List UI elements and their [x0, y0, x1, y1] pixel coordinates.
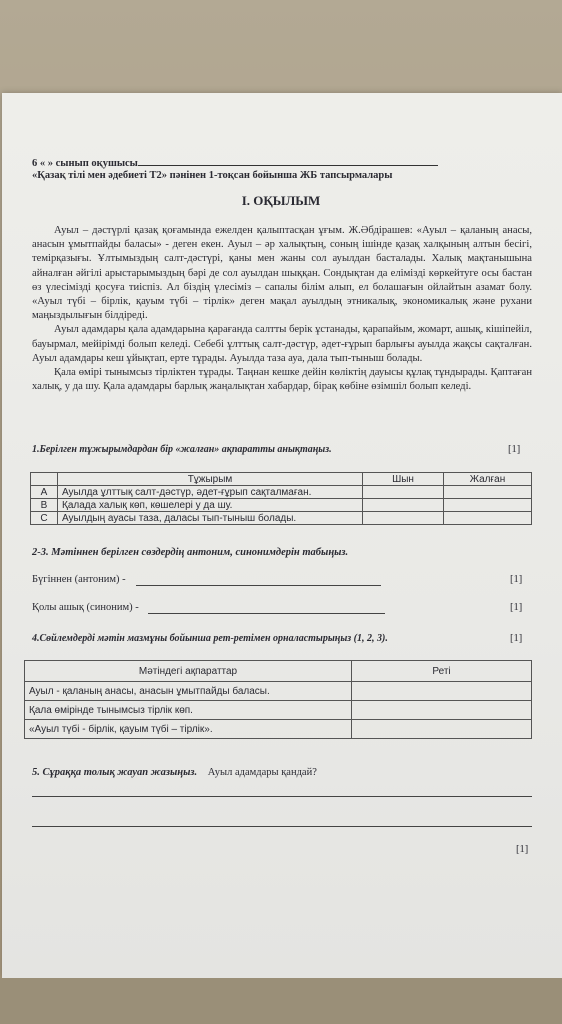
reading-text — [32, 224, 532, 394]
row-statement: Ауылда ұлттық салт-дәстүр, әдет-ғұрып сақталмаған. — [58, 486, 363, 499]
subtitle: «Қазақ тілі мен әдебиеті Т2» пәнінен 1-тоқсан бойынша ЖБ тапсырмалары — [32, 170, 393, 181]
class-line — [32, 156, 438, 169]
antonym-label: Бүгіннен (антоним) - — [32, 574, 126, 585]
task5-title: 5. Сұраққа толық жауап жазыңыз. — [32, 767, 198, 778]
table-header-cell: Тұжырым — [58, 473, 363, 486]
synonym-label: Қолы ашық (синоним) - — [32, 602, 139, 613]
antonym-answer-line[interactable] — [136, 585, 381, 586]
section-title: I. ОҚЫЛЫМ — [241, 193, 321, 208]
synonym-mark: [1] — [510, 602, 523, 613]
answer-line[interactable] — [32, 826, 532, 827]
row-info: Ауыл - қаланың анасы, анасын ұмытпайды баласы. — [25, 682, 352, 701]
task2-title: 2-3. Мәтіннен берілген сөздердің антоним, синонимдерін табыңыз. — [32, 547, 349, 558]
table-header-row — [25, 661, 532, 682]
task4-title: 4.Сөйлемдерді мәтін мазмұны бойынша рет-ретімен орналастырыңыз (1, 2, 3). — [32, 633, 388, 644]
false-answer-cell[interactable] — [444, 486, 532, 499]
table-row — [31, 486, 532, 499]
table-row — [25, 720, 532, 739]
order-answer-cell[interactable] — [352, 682, 532, 701]
row-statement: Қалада халық көп, көшелері у да шу. — [58, 499, 363, 512]
order-answer-cell[interactable] — [352, 720, 532, 739]
table-header-cell — [31, 473, 58, 486]
task1-table — [30, 472, 532, 525]
true-answer-cell[interactable] — [363, 486, 444, 499]
name-underline — [138, 156, 438, 166]
table-header-cell: Мәтіндегі ақпараттар — [25, 661, 352, 682]
row-letter: A — [31, 486, 58, 499]
table-row — [25, 701, 532, 720]
synonym-answer-line[interactable] — [148, 613, 385, 614]
paragraph: Қала өмірі тынымсыз тірліктен тұрады. Таңнан кешке дейін көліктің дауысы құлақ тұндырады. Қаптаған халық, у да шу. Қала адамдары барлық жаңалықтан хабардар, бірақ көбіне өзімшіл болып келеді. — [32, 367, 532, 393]
task4-table — [24, 660, 532, 739]
true-answer-cell[interactable] — [363, 512, 444, 525]
row-letter: C — [31, 512, 58, 525]
task1-title: 1.Берілген тұжырымдардан бір «жалған» ақпаратты анықтаңыз. — [32, 444, 332, 455]
table-header-row — [31, 473, 532, 486]
task1-mark: [1] — [508, 444, 521, 455]
row-letter: B — [31, 499, 58, 512]
task5 — [32, 767, 317, 778]
order-answer-cell[interactable] — [352, 701, 532, 720]
task5-question: Ауыл адамдары қандай? — [207, 767, 317, 778]
row-info: «Ауыл түбі - бірлік, қауым түбі – тірлік». — [25, 720, 352, 739]
false-answer-cell[interactable] — [444, 499, 532, 512]
table-row — [31, 512, 532, 525]
task5-mark: [1] — [516, 844, 529, 855]
true-answer-cell[interactable] — [363, 499, 444, 512]
paragraph: Ауыл адамдары қала адамдарына қарағанда салтты берік ұстанады, қарапайым, жомарт, ашық, кішіпейіл, бауырмал, мейірімді болып келеді. Себебі ұлттық салт-дәстүр, әдет-ғұрып барлығы ауылда жақсы сақталған. Ауыл адамдары кеш ұйықтап, ерте тұрады. Ауылда таза ауа, дала тып-тыныш болады. — [32, 324, 532, 364]
class-line-label: 6 « » сынып оқушысы — [32, 158, 138, 169]
task4-mark: [1] — [510, 633, 523, 644]
table-row — [31, 499, 532, 512]
false-answer-cell[interactable] — [444, 512, 532, 525]
table-header-cell: Реті — [352, 661, 532, 682]
table-header-cell: Шын — [363, 473, 444, 486]
table-header-cell: Жалған — [444, 473, 532, 486]
antonym-mark: [1] — [510, 574, 523, 585]
answer-line[interactable] — [32, 796, 532, 797]
paragraph: Ауыл – дәстүрлі қазақ қоғамында ежелден қалыптасқан ұғым. Ж.Әбдірашев: «Ауыл – қаланың анасы, анасын ұмытпайды баласы» - деген екен. Ауыл – әр халықтың, соның ішінде қазақ халқының алтын бесігі, темірқазығы. Ұлтымыздың салт-дәстүрі, қаны мен жаны сол ауылдан басталады. Халық мақтанышына айналған әйгілі арыстарымыздың бәрі де сол ауылдан шыққан. Сондықтан да елімізді көркейтуге осы бастан өз үлесімізді қосуға тиіспіз. Ал біздің үлесіміз – сапалы білім алып, ел болашағын ойлайтын азамат болу. «Ауыл түбі – бірлік, қауым түбі – тірлік» деген мақал ауылдың этникалық, экономикалық және рухани маңыздылығын білдіреді. — [32, 225, 532, 322]
floor-background — [0, 978, 562, 1024]
row-info: Қала өмірінде тынымсыз тірлік көп. — [25, 701, 352, 720]
row-statement: Ауылдың ауасы таза, даласы тып-тыныш болады. — [58, 512, 363, 525]
table-row — [25, 682, 532, 701]
